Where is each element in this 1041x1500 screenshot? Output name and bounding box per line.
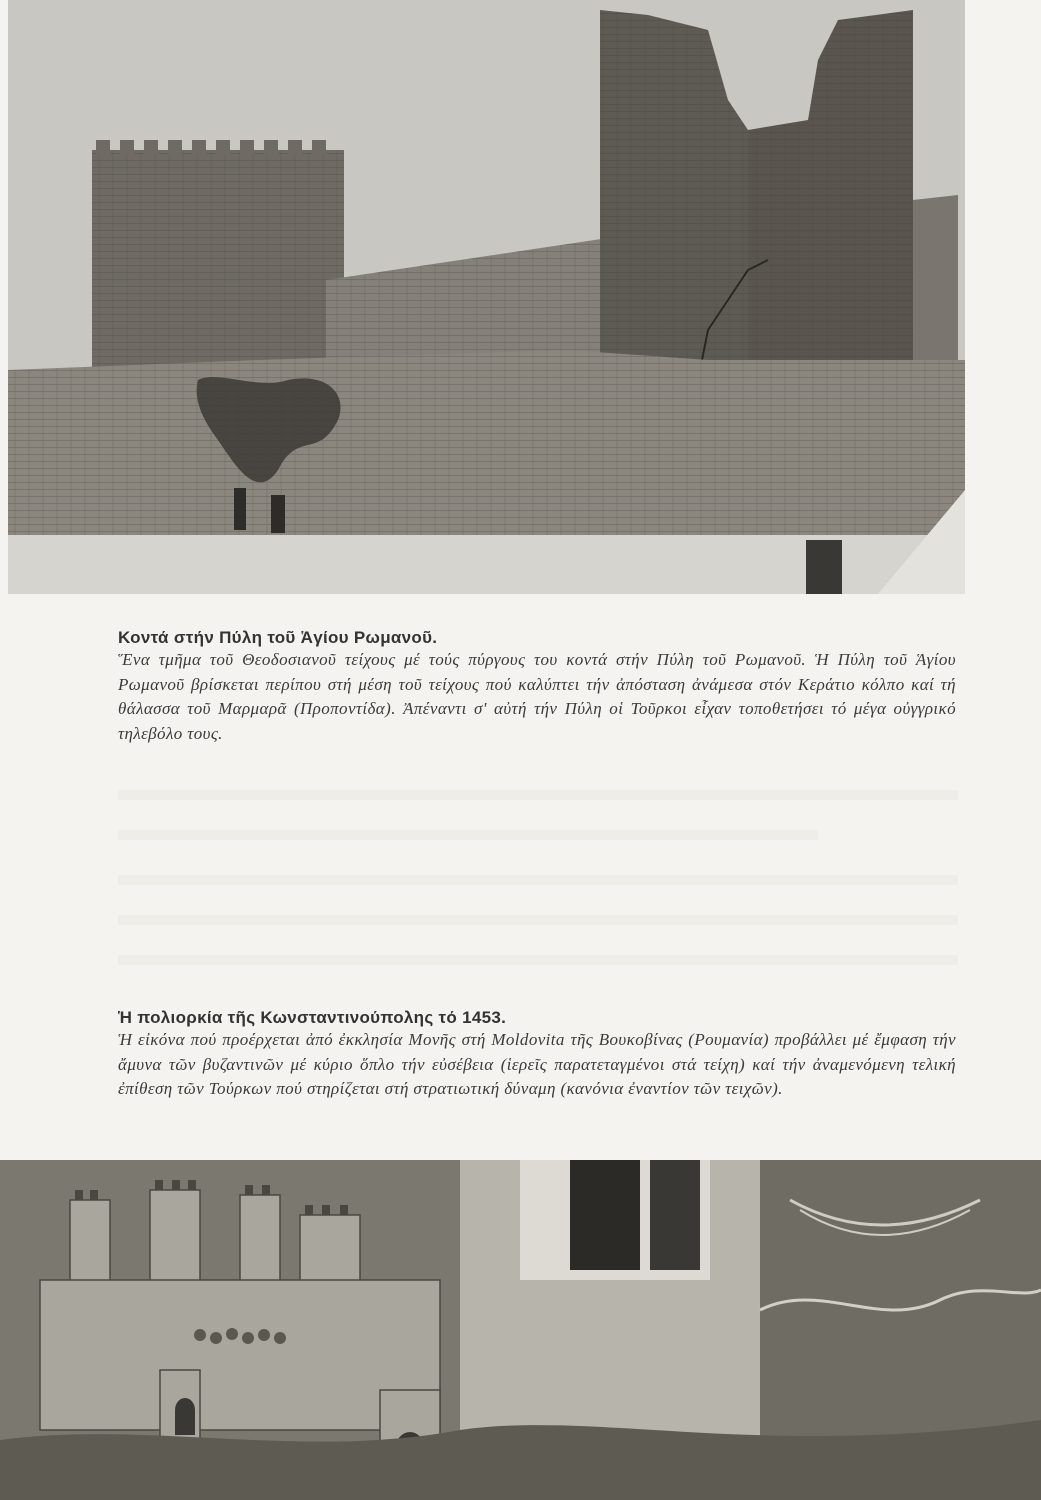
figure1-caption-title: Κοντά στήν Πύλη τοῦ Ἁγίου Ρωμανοῦ. (118, 628, 438, 647)
show-through-line (118, 830, 818, 840)
show-through-line (118, 955, 958, 965)
figure2-caption-text: Ἡ εἰκόνα πού προέρχεται ἀπό ἐκκλησία Μονῆς στή Moldovita τῆς Βουκοβίνας (Ρουμανία) προβάλλει μέ ἔμφαση τήν ἄμυνα τῶν βυζαντινῶν μέ κύριο ὅπλο τήν εὐσέβεια (ἱερεῖς παρατεταγμένοι στά τείχη) καί τήν ἀναμενόμενη τελική ἐπίθεση τῶν Τούρκων πού στηρίζεται στή στρατιωτική δύναμη (κανόνια ἐναντίον τῶν τειχῶν). (118, 1030, 956, 1098)
figure1-caption-text: Ἕνα τμῆμα τοῦ Θεοδοσιανοῦ τείχους μέ τούς πύργους του κοντά στήν Πύλη τοῦ Ρωμανοῦ. Ἡ Πύλη τοῦ Ἁγίου Ρωμανοῦ βρίσκεται περίπου στή μέση τοῦ τείχους πού καλύπτει τήν ἀπόσταση ἀνάμεσα στόν Κεράτιο κόλπο καί τή θάλασσα τοῦ Μαρμαρᾶ (Προποντίδα). Ἀπέναντι σ' αὐτή τήν Πύλη οἱ Τοῦρκοι εἶχαν τοποθετήσει τό μέγα οὐγγρικό τηλεβόλο τους. (118, 650, 956, 743)
show-through-line (118, 875, 958, 885)
siege-fresco-image (0, 1160, 1041, 1500)
walls-photograph (8, 0, 965, 594)
figure1-caption (118, 628, 956, 746)
figure2-caption (118, 1008, 956, 1102)
show-through-line (118, 915, 958, 925)
show-through-line (118, 790, 958, 800)
figure2-caption-title: Ἡ πολιορκία τῆς Κωνσταντινούπολης τό 1453. (118, 1008, 507, 1027)
